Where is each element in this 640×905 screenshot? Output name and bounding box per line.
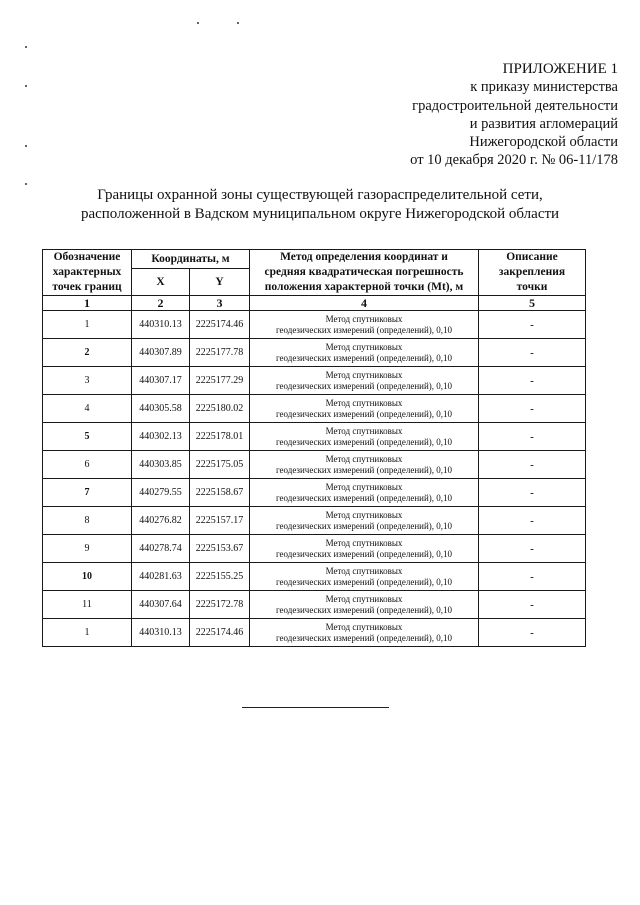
appendix-line: от 10 декабря 2020 г. № 06-11/178 bbox=[410, 152, 618, 169]
scan-speck bbox=[197, 22, 199, 24]
method-line: Метод спутниковых bbox=[325, 593, 403, 604]
coordinate-y: 2225158.67 bbox=[190, 479, 250, 507]
appendix-header bbox=[410, 60, 618, 170]
coordinate-y: 2225153.67 bbox=[190, 535, 250, 563]
scan-speck bbox=[25, 85, 27, 87]
method-line: Метод спутниковых bbox=[325, 369, 403, 380]
header-method: Метод определения координат и средняя квадратическая погрешность положения характерной точки (Mt), м bbox=[250, 250, 479, 296]
method-line: геодезических измерений (определений), 0,10 bbox=[275, 520, 453, 531]
point-number: 5 bbox=[43, 423, 132, 451]
method-line: Метод спутниковых bbox=[325, 453, 403, 464]
method-line: геодезических измерений (определений), 0,10 bbox=[275, 632, 453, 643]
table-row bbox=[43, 423, 586, 451]
table-row bbox=[43, 339, 586, 367]
method-line: геодезических измерений (определений), 0,10 bbox=[275, 324, 453, 335]
point-description: - bbox=[479, 591, 586, 619]
scan-speck bbox=[25, 46, 27, 48]
table-row bbox=[43, 367, 586, 395]
table-row bbox=[43, 563, 586, 591]
point-description: - bbox=[479, 563, 586, 591]
point-number: 8 bbox=[43, 507, 132, 535]
appendix-title: ПРИЛОЖЕНИЕ 1 bbox=[502, 61, 618, 77]
table-row bbox=[43, 535, 586, 563]
boundary-points-table bbox=[42, 249, 586, 647]
coordinate-y: 2225157.17 bbox=[190, 507, 250, 535]
coordinate-y: 2225177.29 bbox=[190, 367, 250, 395]
table-row bbox=[43, 451, 586, 479]
method-cell bbox=[250, 339, 479, 367]
table-row bbox=[43, 507, 586, 535]
coordinate-y: 2225155.25 bbox=[190, 563, 250, 591]
column-number: 4 bbox=[250, 296, 479, 311]
method-line: Метод спутниковых bbox=[325, 313, 403, 324]
point-number: 6 bbox=[43, 451, 132, 479]
method-cell bbox=[250, 479, 479, 507]
method-line: геодезических измерений (определений), 0,10 bbox=[275, 380, 453, 391]
point-description: - bbox=[479, 535, 586, 563]
table-row bbox=[43, 395, 586, 423]
coordinate-x: 440281.63 bbox=[132, 563, 190, 591]
table-row bbox=[43, 311, 586, 339]
header-x: X bbox=[132, 269, 190, 296]
header-description: Описание закрепления точки bbox=[479, 250, 586, 296]
coordinate-x: 440307.17 bbox=[132, 367, 190, 395]
method-line: геодезических измерений (определений), 0,10 bbox=[275, 408, 453, 419]
point-number: 10 bbox=[43, 563, 132, 591]
method-cell bbox=[250, 311, 479, 339]
method-line: Метод спутниковых bbox=[325, 537, 403, 548]
coordinate-y: 2225174.46 bbox=[190, 619, 250, 647]
method-line: Метод спутниковых bbox=[325, 481, 403, 492]
point-description: - bbox=[479, 423, 586, 451]
method-line: геодезических измерений (определений), 0,10 bbox=[275, 464, 453, 475]
method-line: Метод спутниковых bbox=[325, 425, 403, 436]
point-number: 1 bbox=[43, 311, 132, 339]
coordinate-x: 440302.13 bbox=[132, 423, 190, 451]
scan-speck bbox=[237, 22, 239, 24]
method-cell bbox=[250, 367, 479, 395]
appendix-line: и развития агломераций bbox=[469, 115, 618, 132]
method-line: геодезических измерений (определений), 0,10 bbox=[275, 548, 453, 559]
method-cell bbox=[250, 619, 479, 647]
point-number: 9 bbox=[43, 535, 132, 563]
point-number: 3 bbox=[43, 367, 132, 395]
coordinate-x: 440310.13 bbox=[132, 311, 190, 339]
column-number: 1 bbox=[43, 296, 132, 311]
coordinate-y: 2225178.01 bbox=[190, 423, 250, 451]
header-designation: Обозначение характерных точек границ bbox=[43, 250, 132, 296]
scan-speck bbox=[25, 183, 27, 185]
table-row bbox=[43, 479, 586, 507]
appendix-line: к приказу министерства bbox=[470, 79, 618, 96]
method-line: геодезических измерений (определений), 0,10 bbox=[275, 352, 453, 363]
coordinate-y: 2225175.05 bbox=[190, 451, 250, 479]
method-line: геодезических измерений (определений), 0,10 bbox=[275, 492, 453, 503]
method-line: Метод спутниковых bbox=[325, 509, 403, 520]
coordinate-x: 440278.74 bbox=[132, 535, 190, 563]
method-line: Метод спутниковых bbox=[325, 565, 403, 576]
document-title-line: расположенной в Вадском муниципальном округе Нижегородской области bbox=[80, 206, 560, 222]
coordinate-x: 440303.85 bbox=[132, 451, 190, 479]
method-cell bbox=[250, 423, 479, 451]
column-number: 2 bbox=[132, 296, 190, 311]
method-line: Метод спутниковых bbox=[325, 397, 403, 408]
appendix-line: Нижегородской области bbox=[469, 134, 618, 151]
point-description: - bbox=[479, 451, 586, 479]
column-number: 5 bbox=[479, 296, 586, 311]
point-number: 1 bbox=[43, 619, 132, 647]
method-line: геодезических измерений (определений), 0,10 bbox=[275, 436, 453, 447]
method-cell bbox=[250, 563, 479, 591]
coordinate-y: 2225177.78 bbox=[190, 339, 250, 367]
coordinate-y: 2225172.78 bbox=[190, 591, 250, 619]
method-line: Метод спутниковых bbox=[325, 341, 403, 352]
signature-line bbox=[242, 707, 389, 708]
column-number: 3 bbox=[190, 296, 250, 311]
coordinate-x: 440307.89 bbox=[132, 339, 190, 367]
coordinate-y: 2225180.02 bbox=[190, 395, 250, 423]
scan-speck bbox=[25, 145, 27, 147]
point-description: - bbox=[479, 479, 586, 507]
coordinate-x: 440310.13 bbox=[132, 619, 190, 647]
point-description: - bbox=[479, 395, 586, 423]
point-number: 2 bbox=[43, 339, 132, 367]
point-number: 11 bbox=[43, 591, 132, 619]
method-cell bbox=[250, 395, 479, 423]
method-cell bbox=[250, 535, 479, 563]
method-cell bbox=[250, 451, 479, 479]
method-line: Метод спутниковых bbox=[325, 621, 403, 632]
coordinate-x: 440305.58 bbox=[132, 395, 190, 423]
point-number: 4 bbox=[43, 395, 132, 423]
appendix-line: градостроительной деятельности bbox=[412, 97, 618, 114]
coordinate-x: 440279.55 bbox=[132, 479, 190, 507]
point-description: - bbox=[479, 311, 586, 339]
point-description: - bbox=[479, 339, 586, 367]
method-cell bbox=[250, 507, 479, 535]
coordinate-x: 440276.82 bbox=[132, 507, 190, 535]
point-description: - bbox=[479, 507, 586, 535]
method-line: геодезических измерений (определений), 0,10 bbox=[275, 576, 453, 587]
header-y: Y bbox=[190, 269, 250, 296]
table-row bbox=[43, 591, 586, 619]
header-coordinates: Координаты, м bbox=[132, 250, 250, 269]
method-cell bbox=[250, 591, 479, 619]
coordinate-y: 2225174.46 bbox=[190, 311, 250, 339]
point-description: - bbox=[479, 367, 586, 395]
method-line: геодезических измерений (определений), 0,10 bbox=[275, 604, 453, 615]
point-number: 7 bbox=[43, 479, 132, 507]
document-title-line: Границы охранной зоны существующей газораспределительной сети, bbox=[97, 187, 543, 203]
table-row bbox=[43, 619, 586, 647]
coordinate-x: 440307.64 bbox=[132, 591, 190, 619]
point-description: - bbox=[479, 619, 586, 647]
document-title bbox=[40, 186, 600, 224]
